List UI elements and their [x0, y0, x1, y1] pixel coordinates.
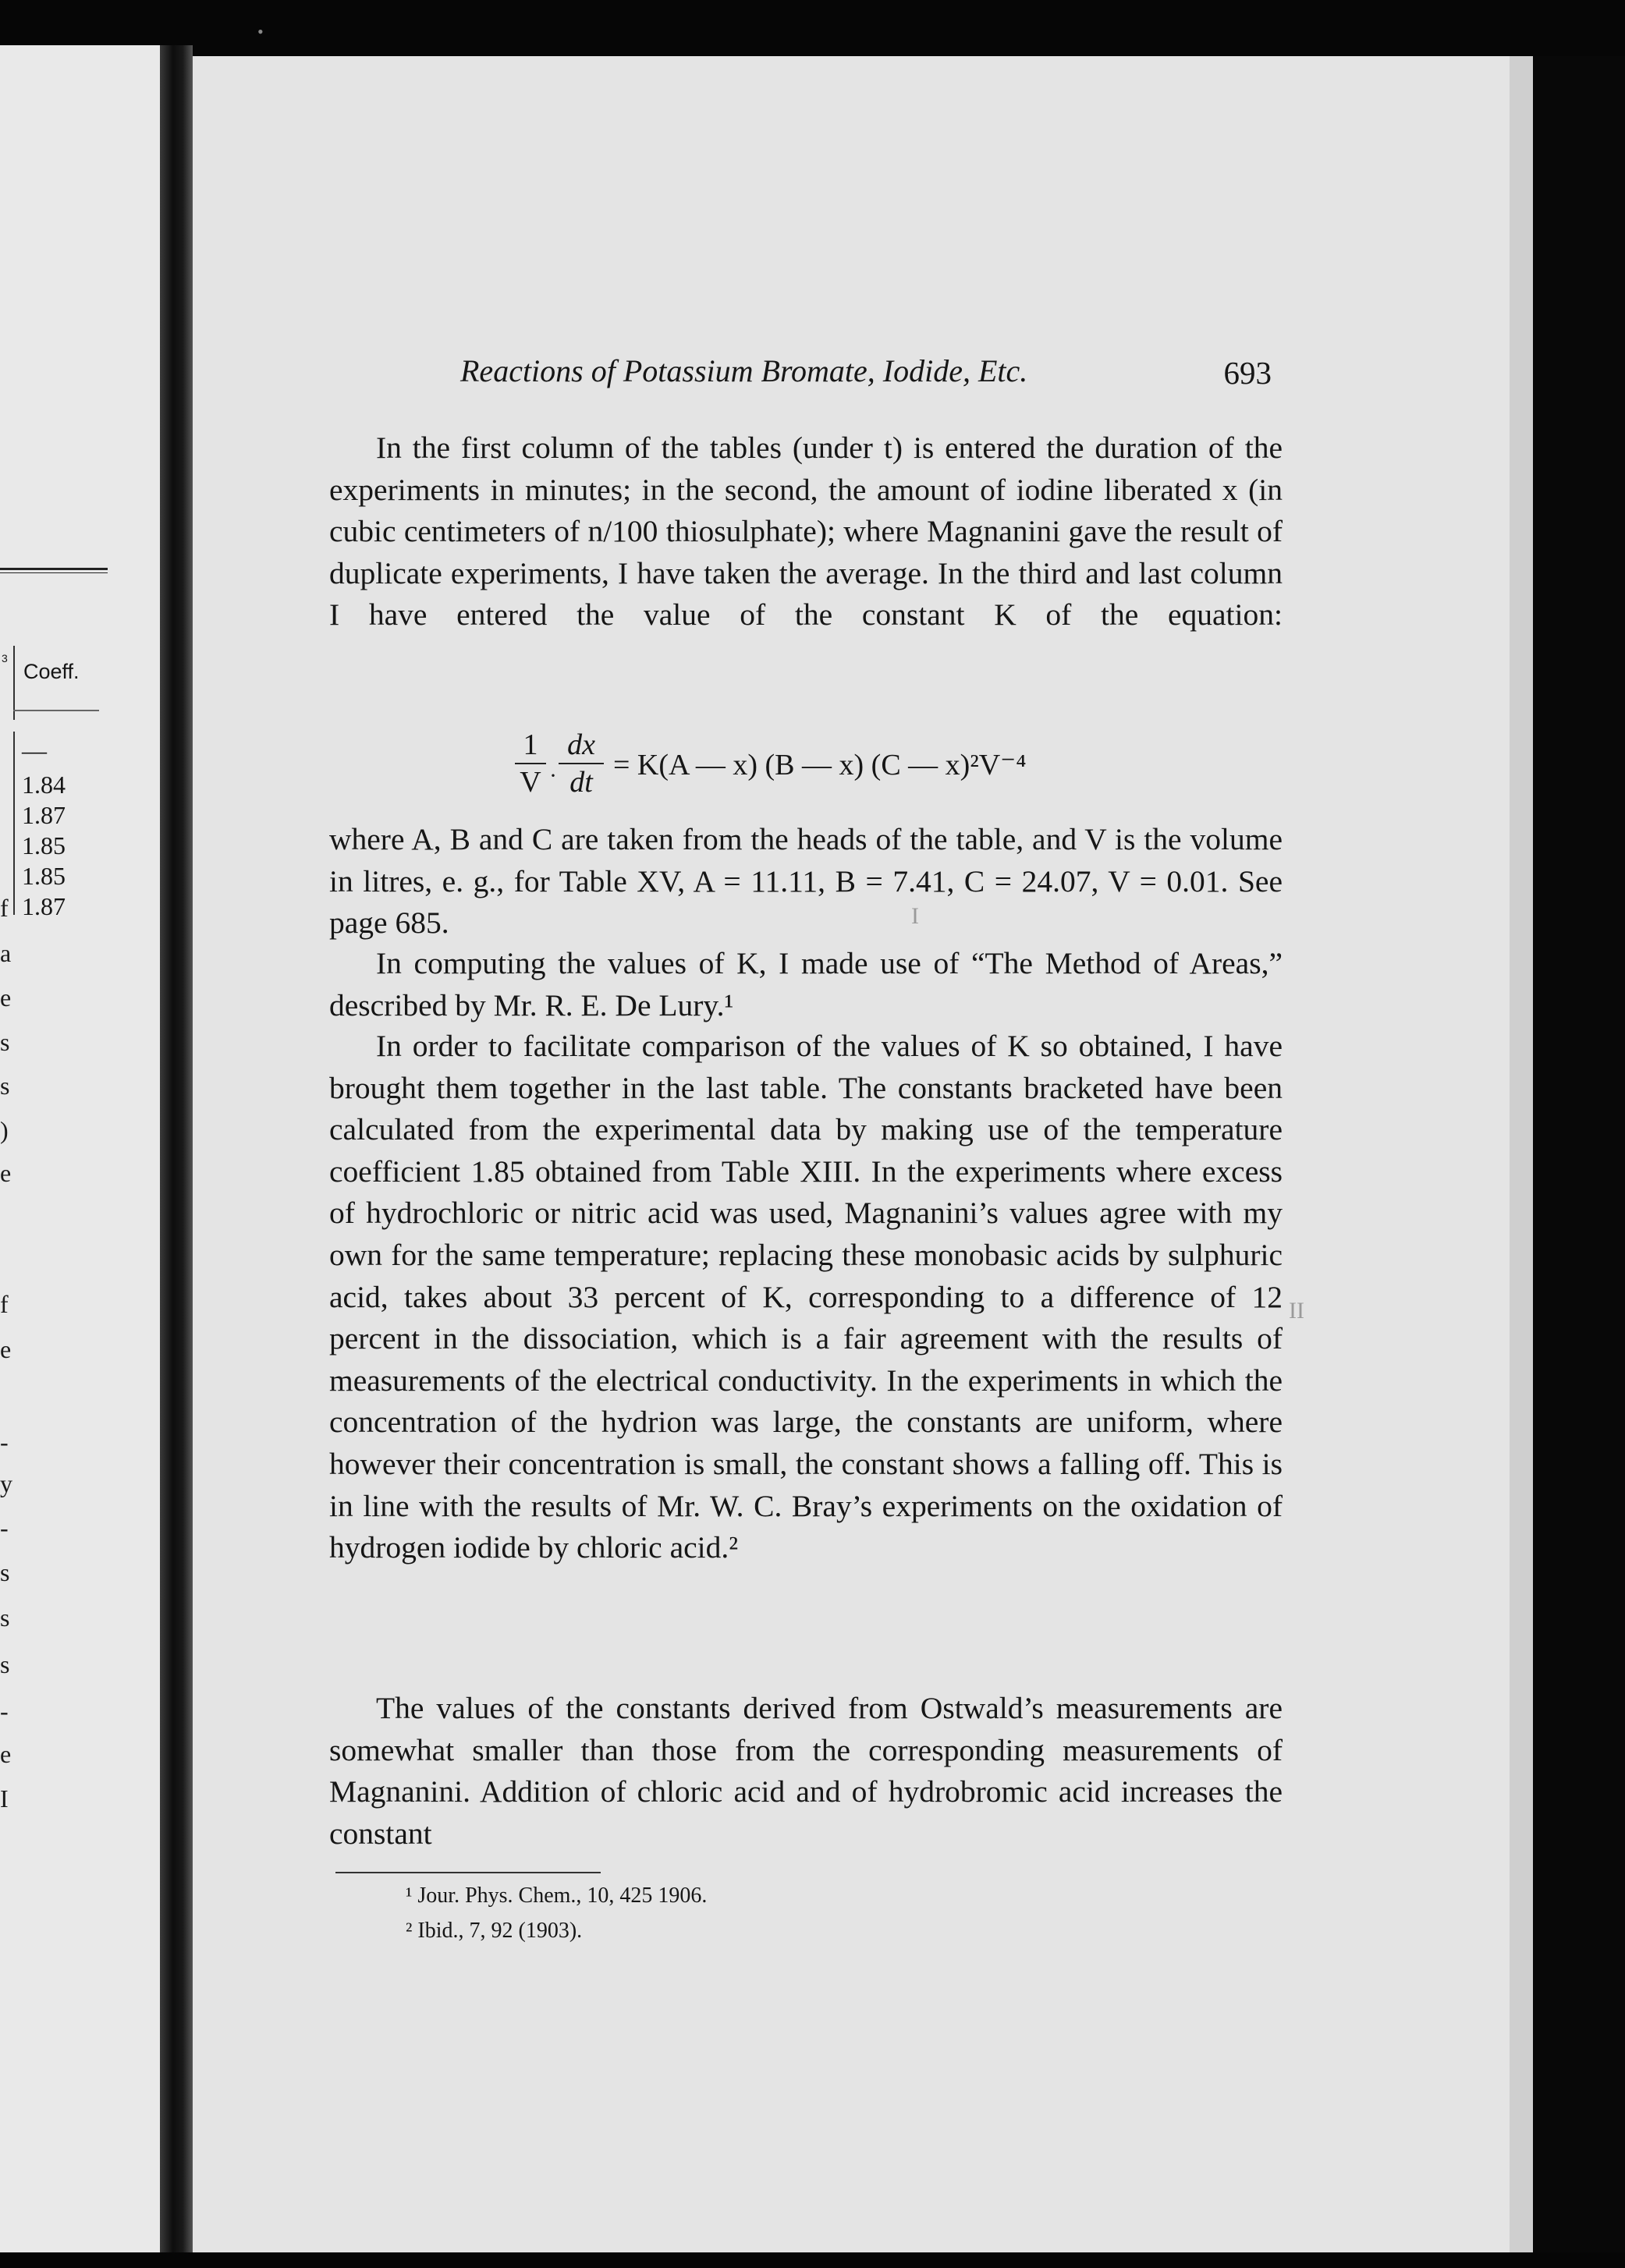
bleed-mark: II	[1289, 1298, 1304, 1324]
line-ending: a	[0, 939, 12, 967]
paragraph-ostwald: The values of the constants derived from Ostwald’s measurements are somewhat smaller than those from the corresponding measurements of Magnanini. Addition of chloric acid and of hydrobromic acid increases the constant	[329, 1691, 1283, 1851]
coeff-value: 1.87	[22, 801, 66, 829]
fraction-numerator: 1	[523, 728, 538, 761]
page-number: 693	[1223, 355, 1272, 391]
line-ending: s	[0, 1072, 10, 1100]
running-title: Reactions of Potassium Bromate, Iodide, Etc.	[460, 353, 1028, 388]
line-ending: e	[0, 1159, 12, 1187]
coeff-value: 1.87	[22, 892, 66, 920]
footnote-rule	[335, 1872, 601, 1873]
coeff-value: —	[22, 736, 47, 764]
paragraph-variable-definitions: where A, B and C are taken from the heads of the table, and V is the volume in litres, e. g., for Table XV, A = 11.11, B = 7.41, C = 24.07, V = 0.01. See page 685.	[329, 822, 1283, 941]
line-ending: f	[0, 894, 9, 922]
line-ending: e	[0, 983, 12, 1012]
line-ending: y	[0, 1469, 12, 1497]
footnote-1: ¹ Jour. Phys. Chem., 10, 425 1906.	[406, 1884, 708, 1908]
coeff-value: 1.85	[22, 862, 66, 890]
paragraph-tables-description: In the first column of the tables (under t) is entered the duration of the experiments in minutes; in the second, the amount of iodine liberated x (in cubic centimeters of n/100 thiosulphate); where Magnanini gave the result of duplicate experiments, I have taken the average. In the third and last column I have entered the value of the constant K of the equation:	[329, 431, 1283, 633]
fraction-denominator: dt	[569, 766, 593, 799]
coeff-column	[0, 732, 108, 922]
line-ending: s	[0, 1558, 10, 1586]
header-rule	[13, 710, 99, 711]
coeff-value: 1.84	[22, 771, 66, 799]
equation-right-side: = K(A — x) (B — x) (C — x)²V⁻⁴	[613, 749, 1027, 781]
column-divider	[13, 646, 15, 720]
line-ending: f	[0, 1290, 9, 1318]
line-ending: e	[0, 1335, 12, 1363]
line-ending: s	[0, 1028, 10, 1056]
paragraph-comparison: In order to facilitate comparison of the values of K so obtained, I have brought them together in the last table. The constants bracketed have been calculated from the experimental data by making use of the temperature coefficient 1.85 obtained from Table XIII. In the experiments where excess of hydrochloric or nitric acid was used, Magnanini’s values agree with my own for the same temperature; replacing these monobasic acids by sulphuric acid, takes about 33 percent of K, corresponding to a difference of 12 percent in the dissociation, which is a fair agreement with the results of measurements of the electrical conductivity. In the experiments in which the concentration of the hydrion was large, the constants are uniform, where however their concentration is small, the constant shows a falling off. This is in line with the results of Mr. W. C. Bray’s experiments on the oxidation of hydrogen iodide by chloric acid.²	[329, 1029, 1283, 1565]
line-ending: )	[0, 1116, 9, 1144]
fraction-numerator: dx	[567, 728, 595, 761]
fraction-one-over-v	[515, 728, 546, 799]
line-ending: I	[0, 1784, 9, 1813]
fraction-bar	[559, 763, 604, 764]
footnote-2: ² Ibid., 7, 92 (1903).	[406, 1919, 583, 1943]
running-header	[460, 353, 1272, 399]
left-table-header	[0, 646, 108, 716]
left-facing-page	[0, 45, 160, 2252]
fraction-bar	[515, 763, 546, 764]
paragraph-method-of-areas: In computing the values of K, I made use of “The Method of Areas,” described by Mr. R. E. De Lury.¹	[329, 946, 1283, 1022]
coeff-column-header: Coeff.	[23, 660, 80, 683]
line-ending: s	[0, 1604, 10, 1632]
line-ending: -	[0, 1697, 9, 1725]
line-ending: e	[0, 1740, 12, 1768]
line-ending: -	[0, 1428, 9, 1456]
fraction-denominator: V	[520, 766, 541, 799]
scan-border	[1533, 56, 1625, 2252]
bleed-mark: I	[911, 903, 919, 929]
table-head-superscript: 3	[2, 652, 8, 664]
multiplication-dot: ·	[549, 763, 557, 788]
scan-dust-mark: •	[257, 22, 264, 41]
line-ending: -	[0, 1514, 9, 1542]
page-edge-strip	[1510, 56, 1533, 2252]
table-top-rule	[0, 568, 108, 573]
fraction-dx-dt	[559, 728, 604, 799]
column-divider	[13, 732, 15, 915]
line-ending: s	[0, 1650, 10, 1678]
coeff-value: 1.85	[22, 831, 66, 859]
book-gutter	[160, 45, 193, 2252]
rate-equation	[515, 728, 1217, 814]
